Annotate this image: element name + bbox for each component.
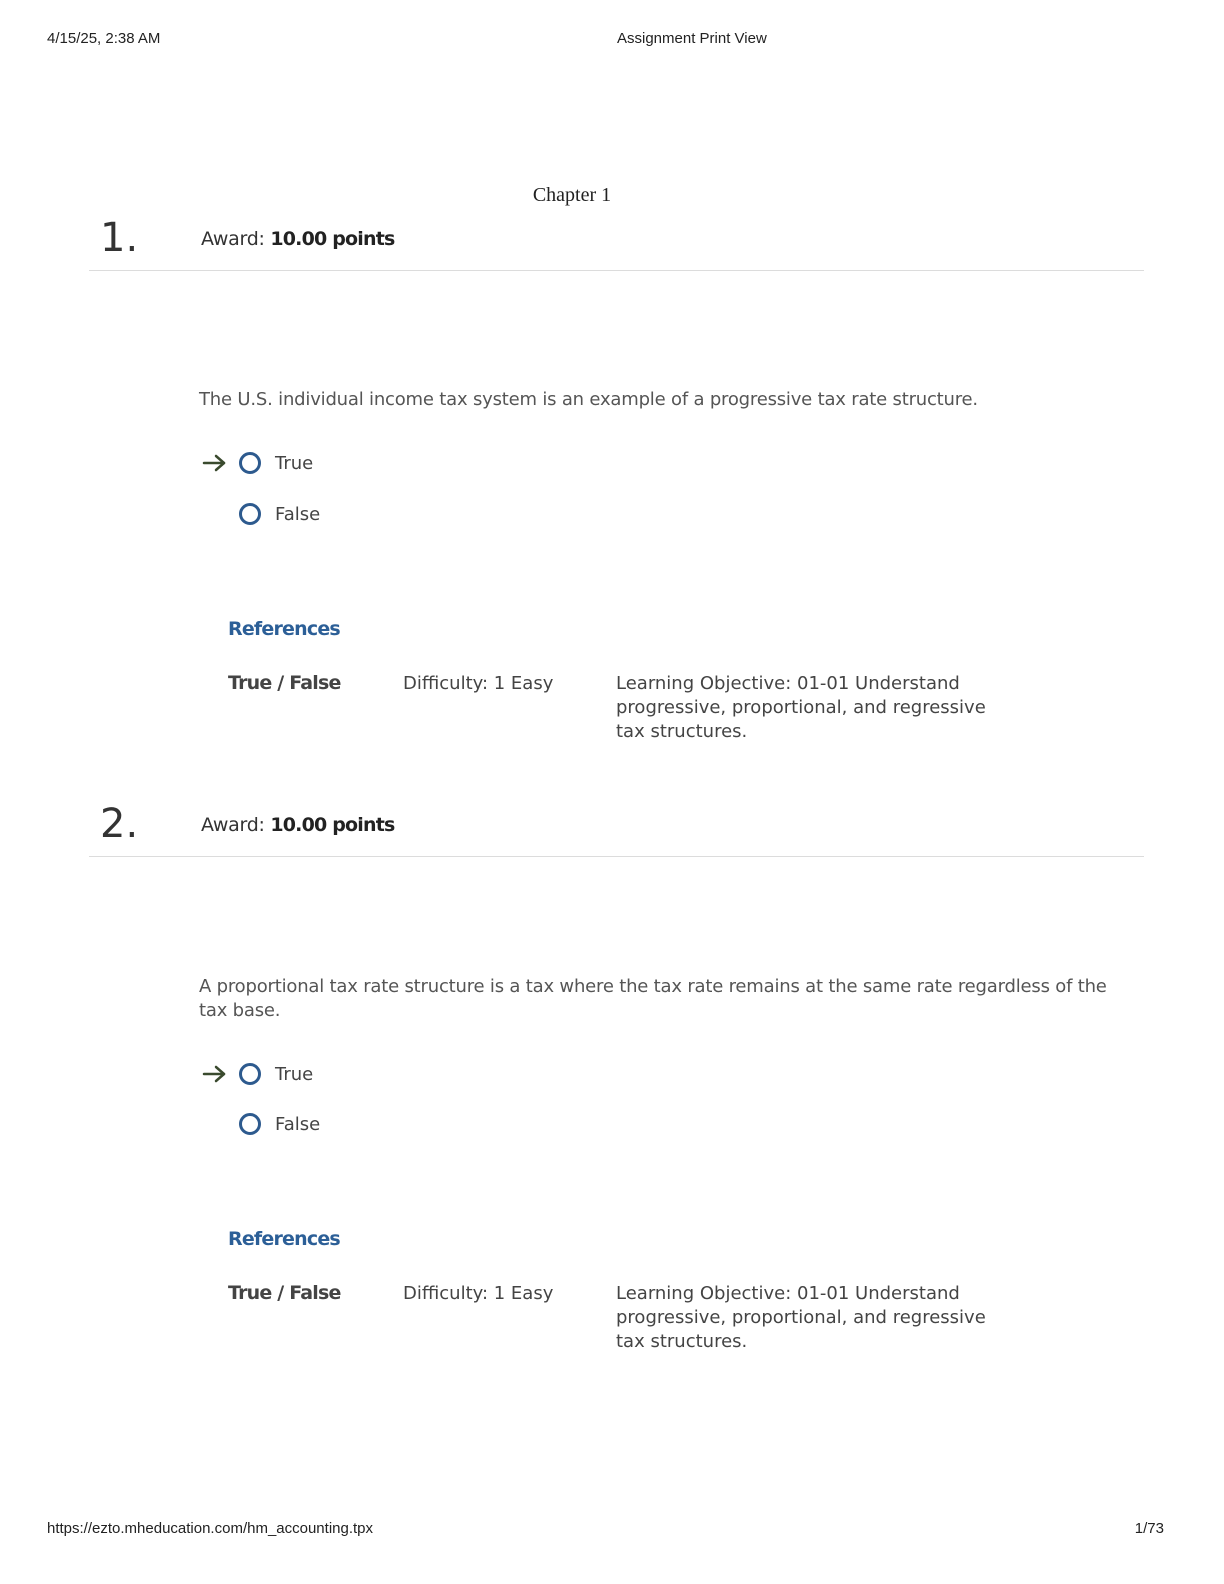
reference-type: True / False — [228, 1282, 341, 1304]
question-divider — [89, 270, 1144, 271]
question-number: 1. — [100, 215, 139, 261]
question-divider — [89, 856, 1144, 857]
reference-type: True / False — [228, 672, 341, 694]
radio-button[interactable] — [239, 452, 261, 474]
answer-marker — [199, 1059, 239, 1089]
option-true[interactable] — [199, 1059, 313, 1089]
award-points: 10.00 points — [270, 814, 395, 836]
reference-learning-objective: Learning Objective: 01-01 Understand progressive, proportional, and regressive tax structures. — [616, 1283, 986, 1352]
radio-button[interactable] — [239, 503, 261, 525]
answer-marker — [199, 448, 239, 478]
option-false[interactable] — [199, 499, 320, 529]
award — [201, 814, 395, 836]
print-title: Assignment Print View — [617, 30, 767, 47]
option-label: True — [275, 1063, 314, 1085]
references-title: References — [228, 1228, 340, 1250]
award — [201, 228, 395, 250]
print-datetime: 4/15/25, 2:38 AM — [47, 30, 161, 47]
question-number: 2. — [100, 801, 139, 847]
reference-learning-objective: Learning Objective: 01-01 Understand progressive, proportional, and regressive tax structures. — [616, 673, 986, 742]
question-text: The U.S. individual income tax system is an example of a progressive tax rate structure. — [199, 389, 978, 410]
page-number: 1/73 — [1134, 1520, 1164, 1537]
award-label: Award: — [201, 228, 265, 250]
radio-button[interactable] — [239, 1063, 261, 1085]
arrow-right-icon — [202, 1065, 228, 1083]
reference-difficulty: Difficulty: 1 Easy — [403, 1283, 554, 1304]
option-label: False — [275, 1113, 321, 1135]
print-url: https://ezto.mheducation.com/hm_accounting.tpx — [47, 1520, 374, 1537]
option-false[interactable] — [199, 1109, 320, 1139]
references-title: References — [228, 618, 340, 640]
award-label: Award: — [201, 814, 265, 836]
option-label: True — [275, 452, 314, 474]
radio-button[interactable] — [239, 1113, 261, 1135]
option-label: False — [275, 503, 321, 525]
arrow-right-icon — [202, 454, 228, 472]
question-text: A proportional tax rate structure is a tax where the tax rate remains at the same rate regardless of the tax base. — [199, 976, 1107, 1021]
award-points: 10.00 points — [270, 228, 395, 250]
reference-difficulty: Difficulty: 1 Easy — [403, 673, 554, 694]
option-true[interactable] — [199, 448, 313, 478]
chapter-title: Chapter 1 — [532, 184, 612, 206]
